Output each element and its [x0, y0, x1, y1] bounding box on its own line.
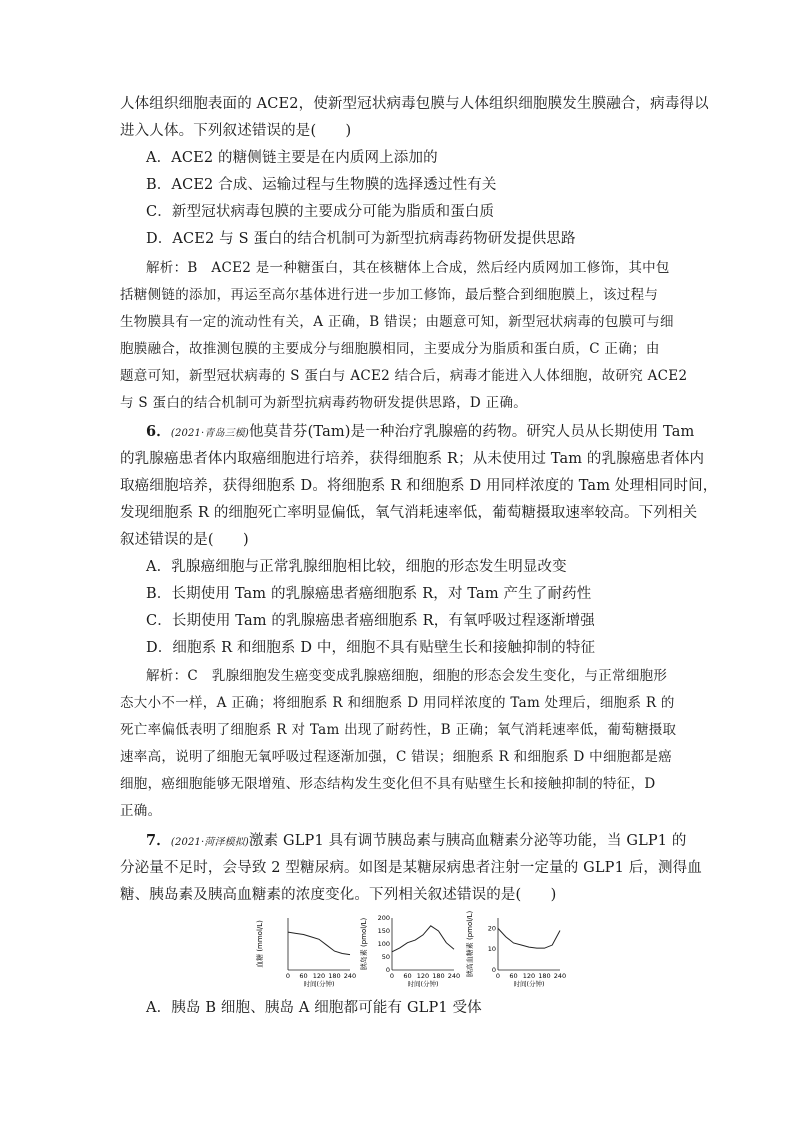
y-tick-label: 150 [377, 927, 390, 935]
x-tick-label: 0 [285, 972, 291, 980]
y-axis-label: 胰高血糖素 (pmol/L) [466, 910, 474, 978]
q7-stem-line: 糖、胰岛素及胰高血糖素的浓度变化。下列相关叙述错误的是( ) [120, 887, 557, 903]
q5-option-a: A．ACE2 的糖侧链主要是在内质网上添加的 [146, 150, 438, 166]
q7-stem-line: 分泌量不足时，会导致 2 型糖尿病。如图是某糖尿病患者注射一定量的 GLP1 后，测得血 [120, 860, 702, 876]
series-line [392, 926, 454, 952]
q5-answer-line: 题意可知，新型冠状病毒的 S 蛋白与 ACE2 结合后，病毒才能进入人体细胞，故研究 ACE2 [120, 368, 688, 384]
q5-option-b: B．ACE2 合成、运输过程与生物膜的选择透过性有关 [146, 177, 497, 193]
blood-glucose-chart-svg [254, 912, 357, 992]
q6-number: 6． [146, 423, 171, 440]
q6-answer-line: 死亡率偏低表明了细胞系 R 对 Tam 出现了耐药性，B 正确；氧气消耗速率低，葡萄糖摄取 [120, 722, 677, 738]
x-tick-label: 60 [299, 972, 308, 980]
x-tick-label: 0 [495, 972, 501, 980]
insulin-chart-svg [358, 912, 461, 992]
q6-option-c: C．长期使用 Tam 的乳腺癌患者癌细胞系 R，有氧呼吸过程逐渐增强 [146, 613, 595, 629]
x-tick-label: 120 [416, 972, 430, 980]
q5-answer-line: 生物膜具有一定的流动性有关，A 正确，B 错误；由题意可知，新型冠状病毒的包膜可与细 [120, 314, 674, 330]
y-axis-label: 胰岛素 (pmol/L) [360, 917, 368, 971]
blood-glucose-chart [254, 912, 357, 992]
series-line [498, 928, 560, 948]
q5-option-c: C．新型冠状病毒包膜的主要成分可能为脂质和蛋白质 [146, 204, 495, 220]
q6-answer-line: 解析：C 乳腺细胞发生癌变变成乳腺癌细胞，细胞的形态会发生变化，与正常细胞形 [146, 668, 668, 684]
q6-answer-line: 正确。 [120, 803, 162, 819]
q6-stem-first-line [146, 422, 702, 444]
q6-stem-line: 取癌细胞培养，获得细胞系 D。将细胞系 R 和细胞系 D 用同样浓度的 Tam 处理相同时间， [120, 478, 718, 494]
x-tick-label: 0 [389, 972, 395, 980]
x-tick-label: 180 [328, 972, 341, 980]
q6-stem-line: 的乳腺癌患者体内取癌细胞进行培养，获得细胞系 R；从未使用过 Tam 的乳腺癌患者体内 [120, 451, 705, 467]
y-tick-label: 10 [487, 945, 496, 954]
x-tick-label: 240 [447, 972, 461, 980]
y-tick-label: 100 [377, 940, 390, 948]
q6-stem-line: 发现细胞系 R 的细胞死亡率明显偏低，氧气消耗速率低，葡萄糖摄取速率较高。下列相关 [120, 505, 698, 521]
y-tick-label: 0 [385, 966, 390, 974]
insulin-chart [358, 912, 461, 992]
q5-stem-line: 人体组织细胞表面的 ACE2，使新型冠状病毒包膜与人体组织细胞膜发生膜融合，病毒得以 [120, 96, 709, 112]
q5-answer-line: 解析：B ACE2 是一种糖蛋白，其在核糖体上合成，然后经内质网加工修饰，其中包 [146, 260, 670, 276]
q5-answer-line: 与 S 蛋白的结合机制可为新型抗病毒药物研发提供思路，D 正确。 [120, 395, 528, 411]
q7-figure [254, 910, 567, 992]
q7-number: 7． [146, 832, 171, 849]
q5-stem-line: 进入人体。下列叙述错误的是( ) [120, 123, 352, 139]
x-tick-label: 120 [522, 972, 536, 980]
q6-source: (2021·青岛三模) [170, 428, 249, 439]
x-tick-label: 180 [432, 972, 445, 980]
x-axis-label: 时间(分钟) [407, 980, 439, 988]
q5-answer-line: 胞膜融合，故推测包膜的主要成分与细胞膜相同，主要成分为脂质和蛋白质，C 正确；由 [120, 341, 660, 357]
q6-option-b: B．长期使用 Tam 的乳腺癌患者癌细胞系 R，对 Tam 产生了耐药性 [146, 586, 592, 602]
x-tick-label: 240 [553, 972, 567, 980]
q6-stem-line: 叙述错误的是( ) [120, 532, 249, 548]
q5-answer-line: 括糖侧链的添加，再运至高尔基体进行进一步加工修饰，最后整合到细胞膜上，该过程与 [120, 287, 659, 303]
q6-answer-line: 细胞，癌细胞能够无限增殖、形态结构发生变化但不具有贴壁生长和接触抑制的特征，D [120, 776, 656, 792]
y-tick-label: 0 [491, 966, 496, 974]
q6-option-a: A．乳腺癌细胞与正常乳腺细胞相比较，细胞的形态发生明显改变 [146, 559, 567, 575]
x-tick-label: 60 [509, 972, 518, 980]
y-tick-label: 200 [377, 914, 390, 922]
q6-answer-line: 态大小不一样，A 正确；将细胞系 R 和细胞系 D 用同样浓度的 Tam 处理后，细胞系 R 的 [120, 695, 675, 711]
q7-stem-text: 激素 GLP1 具有调节胰岛素与胰高血糖素分泌等功能，当 GLP1 的 [248, 833, 687, 849]
x-tick-label: 60 [403, 972, 412, 980]
q7-source: (2021·菏泽模拟) [170, 837, 249, 848]
series-line [288, 932, 350, 954]
glucagon-chart-svg [464, 910, 567, 992]
q6-answer-line: 速率高，说明了细胞无氧呼吸过程逐渐加强，C 错误；细胞系 R 和细胞系 D 中细胞都是癌 [120, 749, 672, 765]
q5-option-d: D．ACE2 与 S 蛋白的结合机制可为新型抗病毒药物研发提供思路 [146, 231, 576, 247]
x-tick-label: 240 [343, 972, 357, 980]
q6-option-d: D．细胞系 R 和细胞系 D 中，细胞不具有贴壁生长和接触抑制的特征 [146, 640, 596, 656]
y-axis-label: 血糖 (mmol/L) [256, 920, 264, 968]
q7-stem-first-line [146, 831, 702, 853]
x-tick-label: 120 [312, 972, 326, 980]
q7-option-a: A．胰岛 B 细胞、胰岛 A 细胞都可能有 GLP1 受体 [146, 1000, 482, 1016]
q6-stem-text: 他莫昔芬(Tam)是一种治疗乳腺癌的药物。研究人员从长期使用 Tam [248, 424, 695, 440]
y-tick-label: 20 [487, 924, 496, 933]
glucagon-chart [464, 910, 567, 992]
x-axis-label: 时间(分钟) [303, 980, 335, 988]
y-tick-label: 50 [381, 953, 390, 961]
x-axis-label: 时间(分钟) [513, 980, 545, 988]
x-tick-label: 180 [538, 972, 551, 980]
